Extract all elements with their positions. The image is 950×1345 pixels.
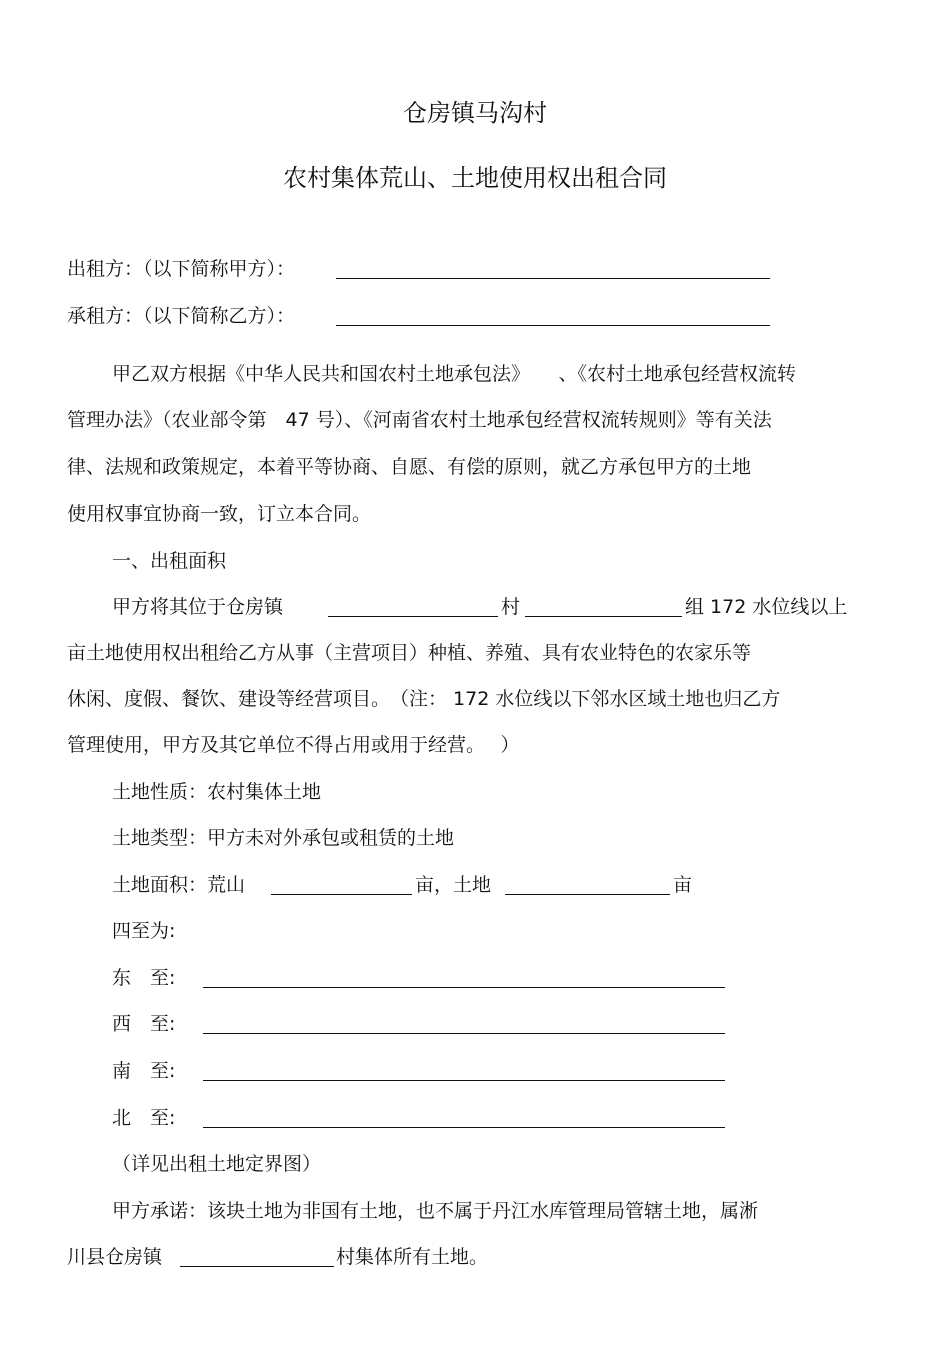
south-boundary-blank [203,1080,725,1081]
usage-line-2: 休闲、度假、餐饮、建设等经营项目。 （注： 172 水位线以下邻水区域土地也归乙方 [67,688,781,710]
west-boundary-label: 西 至: [112,1013,176,1035]
preamble-line-2: 管理办法》（农业部令第 47 号）、《河南省农村土地承包经营权流转规则》等有关法 [67,409,772,431]
land-area-mid: 亩，土地 [415,874,492,896]
promise-line-1: 甲方承诺：该块土地为非国有土地，也不属于丹江水库管理局管辖土地，属淅 [112,1200,759,1222]
promise-line-2a: 川县仓房镇 [67,1246,163,1268]
promise-village-blank [180,1266,334,1267]
promise-line-2b: 村集体所有土地。 [336,1246,489,1268]
boundaries-heading: 四至为: [112,920,176,942]
land-area-unit: 亩 [673,874,693,896]
title-line-2: 农村集体荒山、土地使用权出租合同 [283,164,667,192]
north-boundary-label: 北 至: [112,1107,176,1129]
wasteland-area-blank [271,894,412,895]
preamble-line-3: 律、法规和政策规定，本着平等协商、自愿、有偿的原则，就乙方承包甲方的土地 [67,456,752,478]
land-type: 土地类型：甲方未对外承包或租赁的土地 [112,827,455,849]
location-text-c: 组 172 水位线以上 [685,596,848,618]
land-nature: 土地性质：农村集体土地 [112,781,322,803]
title-line-1: 仓房镇马沟村 [403,99,547,127]
north-boundary-blank [203,1127,725,1128]
location-text-a: 甲方将其位于仓房镇 [112,596,284,618]
west-boundary-blank [203,1033,725,1034]
location-text-b: 村 [501,596,521,618]
land-area-blank [505,894,670,895]
lessee-label: 承租方：（以下简称乙方）： [67,305,296,327]
usage-line-3: 管理使用，甲方及其它单位不得占用或用于经营。 ） [67,734,520,756]
group-blank [525,616,682,617]
east-boundary-blank [203,987,725,988]
boundary-note: （详见出租土地定界图） [112,1153,322,1175]
section-1-heading: 一、出租面积 [112,550,227,572]
land-area-label: 土地面积：荒山 [112,874,246,896]
south-boundary-label: 南 至: [112,1060,176,1082]
village-blank [328,616,498,617]
lessor-blank [336,278,770,279]
usage-line-1: 亩土地使用权出租给乙方从事（主营项目）种植、养殖、具有农业特色的农家乐等 [67,642,752,664]
preamble-line-1: 甲乙双方根据《中华人民共和国农村土地承包法》 、《农村土地承包经营权流转 [112,363,797,385]
preamble-line-4: 使用权事宜协商一致，订立本合同。 [67,503,372,525]
lessor-label: 出租方：（以下简称甲方）： [67,258,296,280]
lessee-blank [336,325,770,326]
east-boundary-label: 东 至: [112,967,176,989]
